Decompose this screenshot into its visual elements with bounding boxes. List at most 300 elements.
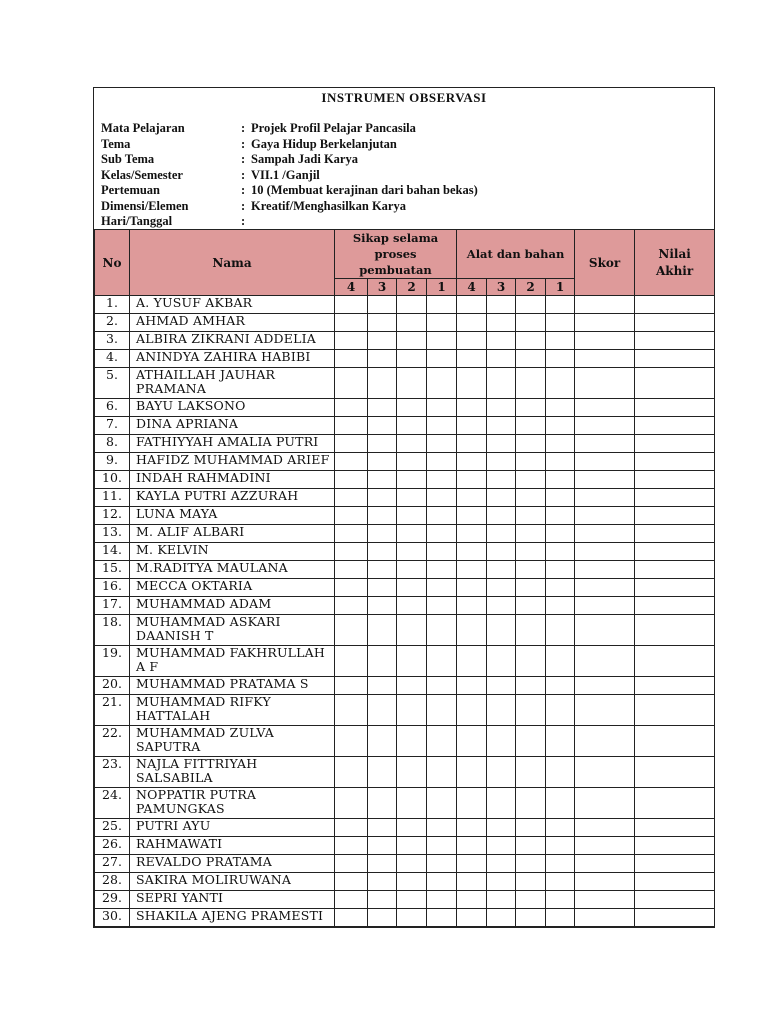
score-cell[interactable] <box>397 819 427 837</box>
score-cell[interactable] <box>546 417 575 435</box>
score-cell[interactable] <box>368 909 397 927</box>
score-cell[interactable] <box>397 726 427 757</box>
score-cell[interactable] <box>397 314 427 332</box>
skor-cell[interactable] <box>575 332 635 350</box>
skor-cell[interactable] <box>575 507 635 525</box>
score-cell[interactable] <box>516 525 546 543</box>
nilai-akhir-cell[interactable] <box>635 855 715 873</box>
skor-cell[interactable] <box>575 873 635 891</box>
score-cell[interactable] <box>397 435 427 453</box>
score-cell[interactable] <box>427 417 457 435</box>
score-cell[interactable] <box>546 646 575 677</box>
nilai-akhir-cell[interactable] <box>635 909 715 927</box>
score-cell[interactable] <box>516 646 546 677</box>
score-cell[interactable] <box>516 891 546 909</box>
score-cell[interactable] <box>335 453 368 471</box>
score-cell[interactable] <box>457 579 487 597</box>
score-cell[interactable] <box>546 507 575 525</box>
score-cell[interactable] <box>368 543 397 561</box>
score-cell[interactable] <box>397 615 427 646</box>
score-cell[interactable] <box>335 909 368 927</box>
score-cell[interactable] <box>546 909 575 927</box>
score-cell[interactable] <box>487 909 516 927</box>
score-cell[interactable] <box>546 350 575 368</box>
score-cell[interactable] <box>487 453 516 471</box>
skor-cell[interactable] <box>575 677 635 695</box>
nilai-akhir-cell[interactable] <box>635 873 715 891</box>
score-cell[interactable] <box>427 788 457 819</box>
score-cell[interactable] <box>516 543 546 561</box>
score-cell[interactable] <box>368 579 397 597</box>
skor-cell[interactable] <box>575 695 635 726</box>
nilai-akhir-cell[interactable] <box>635 837 715 855</box>
score-cell[interactable] <box>427 435 457 453</box>
score-cell[interactable] <box>546 471 575 489</box>
score-cell[interactable] <box>457 399 487 417</box>
score-cell[interactable] <box>487 726 516 757</box>
nilai-akhir-cell[interactable] <box>635 507 715 525</box>
score-cell[interactable] <box>335 435 368 453</box>
skor-cell[interactable] <box>575 525 635 543</box>
score-cell[interactable] <box>427 314 457 332</box>
score-cell[interactable] <box>335 615 368 646</box>
score-cell[interactable] <box>368 471 397 489</box>
skor-cell[interactable] <box>575 417 635 435</box>
score-cell[interactable] <box>427 837 457 855</box>
score-cell[interactable] <box>368 726 397 757</box>
score-cell[interactable] <box>368 332 397 350</box>
score-cell[interactable] <box>368 757 397 788</box>
score-cell[interactable] <box>427 615 457 646</box>
score-cell[interactable] <box>397 579 427 597</box>
score-cell[interactable] <box>368 891 397 909</box>
nilai-akhir-cell[interactable] <box>635 597 715 615</box>
score-cell[interactable] <box>397 417 427 435</box>
score-cell[interactable] <box>427 453 457 471</box>
score-cell[interactable] <box>546 615 575 646</box>
score-cell[interactable] <box>546 597 575 615</box>
score-cell[interactable] <box>457 489 487 507</box>
score-cell[interactable] <box>397 489 427 507</box>
score-cell[interactable] <box>516 368 546 399</box>
skor-cell[interactable] <box>575 757 635 788</box>
skor-cell[interactable] <box>575 909 635 927</box>
score-cell[interactable] <box>516 837 546 855</box>
score-cell[interactable] <box>427 891 457 909</box>
score-cell[interactable] <box>427 296 457 314</box>
score-cell[interactable] <box>335 417 368 435</box>
score-cell[interactable] <box>546 296 575 314</box>
skor-cell[interactable] <box>575 646 635 677</box>
score-cell[interactable] <box>457 435 487 453</box>
score-cell[interactable] <box>457 417 487 435</box>
skor-cell[interactable] <box>575 489 635 507</box>
score-cell[interactable] <box>487 788 516 819</box>
score-cell[interactable] <box>335 296 368 314</box>
skor-cell[interactable] <box>575 891 635 909</box>
nilai-akhir-cell[interactable] <box>635 543 715 561</box>
score-cell[interactable] <box>397 909 427 927</box>
score-cell[interactable] <box>368 314 397 332</box>
score-cell[interactable] <box>546 435 575 453</box>
nilai-akhir-cell[interactable] <box>635 677 715 695</box>
score-cell[interactable] <box>457 507 487 525</box>
score-cell[interactable] <box>335 314 368 332</box>
score-cell[interactable] <box>397 471 427 489</box>
skor-cell[interactable] <box>575 399 635 417</box>
nilai-akhir-cell[interactable] <box>635 296 715 314</box>
score-cell[interactable] <box>368 350 397 368</box>
score-cell[interactable] <box>335 873 368 891</box>
score-cell[interactable] <box>546 332 575 350</box>
nilai-akhir-cell[interactable] <box>635 757 715 788</box>
score-cell[interactable] <box>487 507 516 525</box>
score-cell[interactable] <box>427 855 457 873</box>
score-cell[interactable] <box>516 695 546 726</box>
skor-cell[interactable] <box>575 453 635 471</box>
score-cell[interactable] <box>516 453 546 471</box>
score-cell[interactable] <box>427 757 457 788</box>
score-cell[interactable] <box>368 597 397 615</box>
score-cell[interactable] <box>397 837 427 855</box>
score-cell[interactable] <box>335 597 368 615</box>
score-cell[interactable] <box>335 471 368 489</box>
score-cell[interactable] <box>516 561 546 579</box>
score-cell[interactable] <box>457 757 487 788</box>
score-cell[interactable] <box>427 525 457 543</box>
score-cell[interactable] <box>335 855 368 873</box>
score-cell[interactable] <box>427 489 457 507</box>
score-cell[interactable] <box>427 399 457 417</box>
skor-cell[interactable] <box>575 726 635 757</box>
skor-cell[interactable] <box>575 855 635 873</box>
nilai-akhir-cell[interactable] <box>635 646 715 677</box>
score-cell[interactable] <box>457 646 487 677</box>
score-cell[interactable] <box>335 646 368 677</box>
score-cell[interactable] <box>335 695 368 726</box>
score-cell[interactable] <box>427 646 457 677</box>
score-cell[interactable] <box>427 873 457 891</box>
skor-cell[interactable] <box>575 561 635 579</box>
score-cell[interactable] <box>546 579 575 597</box>
nilai-akhir-cell[interactable] <box>635 561 715 579</box>
score-cell[interactable] <box>487 891 516 909</box>
skor-cell[interactable] <box>575 579 635 597</box>
score-cell[interactable] <box>487 819 516 837</box>
score-cell[interactable] <box>397 873 427 891</box>
score-cell[interactable] <box>546 399 575 417</box>
score-cell[interactable] <box>427 561 457 579</box>
score-cell[interactable] <box>457 543 487 561</box>
score-cell[interactable] <box>516 677 546 695</box>
nilai-akhir-cell[interactable] <box>635 368 715 399</box>
nilai-akhir-cell[interactable] <box>635 471 715 489</box>
score-cell[interactable] <box>397 399 427 417</box>
score-cell[interactable] <box>457 332 487 350</box>
score-cell[interactable] <box>487 368 516 399</box>
score-cell[interactable] <box>427 543 457 561</box>
score-cell[interactable] <box>516 855 546 873</box>
score-cell[interactable] <box>457 819 487 837</box>
score-cell[interactable] <box>335 726 368 757</box>
score-cell[interactable] <box>335 819 368 837</box>
score-cell[interactable] <box>397 891 427 909</box>
score-cell[interactable] <box>397 543 427 561</box>
score-cell[interactable] <box>546 837 575 855</box>
score-cell[interactable] <box>487 332 516 350</box>
score-cell[interactable] <box>335 561 368 579</box>
score-cell[interactable] <box>457 597 487 615</box>
score-cell[interactable] <box>427 332 457 350</box>
score-cell[interactable] <box>335 677 368 695</box>
skor-cell[interactable] <box>575 314 635 332</box>
score-cell[interactable] <box>368 615 397 646</box>
nilai-akhir-cell[interactable] <box>635 615 715 646</box>
score-cell[interactable] <box>397 525 427 543</box>
score-cell[interactable] <box>487 646 516 677</box>
score-cell[interactable] <box>516 314 546 332</box>
nilai-akhir-cell[interactable] <box>635 489 715 507</box>
score-cell[interactable] <box>457 453 487 471</box>
score-cell[interactable] <box>368 873 397 891</box>
score-cell[interactable] <box>368 435 397 453</box>
nilai-akhir-cell[interactable] <box>635 435 715 453</box>
nilai-akhir-cell[interactable] <box>635 726 715 757</box>
skor-cell[interactable] <box>575 471 635 489</box>
score-cell[interactable] <box>516 332 546 350</box>
score-cell[interactable] <box>546 891 575 909</box>
nilai-akhir-cell[interactable] <box>635 332 715 350</box>
score-cell[interactable] <box>457 677 487 695</box>
score-cell[interactable] <box>397 561 427 579</box>
nilai-akhir-cell[interactable] <box>635 350 715 368</box>
score-cell[interactable] <box>516 579 546 597</box>
skor-cell[interactable] <box>575 615 635 646</box>
score-cell[interactable] <box>397 296 427 314</box>
score-cell[interactable] <box>427 350 457 368</box>
score-cell[interactable] <box>516 489 546 507</box>
score-cell[interactable] <box>546 873 575 891</box>
score-cell[interactable] <box>427 677 457 695</box>
score-cell[interactable] <box>487 579 516 597</box>
score-cell[interactable] <box>397 757 427 788</box>
nilai-akhir-cell[interactable] <box>635 788 715 819</box>
score-cell[interactable] <box>516 615 546 646</box>
nilai-akhir-cell[interactable] <box>635 453 715 471</box>
score-cell[interactable] <box>487 435 516 453</box>
score-cell[interactable] <box>487 543 516 561</box>
score-cell[interactable] <box>487 695 516 726</box>
score-cell[interactable] <box>368 507 397 525</box>
score-cell[interactable] <box>457 726 487 757</box>
skor-cell[interactable] <box>575 788 635 819</box>
score-cell[interactable] <box>487 677 516 695</box>
score-cell[interactable] <box>487 399 516 417</box>
score-cell[interactable] <box>427 507 457 525</box>
score-cell[interactable] <box>487 615 516 646</box>
skor-cell[interactable] <box>575 597 635 615</box>
score-cell[interactable] <box>546 855 575 873</box>
score-cell[interactable] <box>335 399 368 417</box>
score-cell[interactable] <box>397 677 427 695</box>
score-cell[interactable] <box>487 296 516 314</box>
score-cell[interactable] <box>546 695 575 726</box>
score-cell[interactable] <box>457 909 487 927</box>
score-cell[interactable] <box>335 350 368 368</box>
score-cell[interactable] <box>516 471 546 489</box>
score-cell[interactable] <box>368 819 397 837</box>
score-cell[interactable] <box>427 368 457 399</box>
score-cell[interactable] <box>457 471 487 489</box>
score-cell[interactable] <box>335 489 368 507</box>
score-cell[interactable] <box>457 615 487 646</box>
score-cell[interactable] <box>335 891 368 909</box>
score-cell[interactable] <box>516 726 546 757</box>
nilai-akhir-cell[interactable] <box>635 417 715 435</box>
score-cell[interactable] <box>546 757 575 788</box>
score-cell[interactable] <box>487 597 516 615</box>
score-cell[interactable] <box>427 597 457 615</box>
score-cell[interactable] <box>516 399 546 417</box>
score-cell[interactable] <box>457 350 487 368</box>
score-cell[interactable] <box>368 368 397 399</box>
skor-cell[interactable] <box>575 837 635 855</box>
score-cell[interactable] <box>457 561 487 579</box>
score-cell[interactable] <box>546 489 575 507</box>
score-cell[interactable] <box>516 909 546 927</box>
score-cell[interactable] <box>397 507 427 525</box>
nilai-akhir-cell[interactable] <box>635 314 715 332</box>
score-cell[interactable] <box>487 471 516 489</box>
score-cell[interactable] <box>368 788 397 819</box>
score-cell[interactable] <box>546 525 575 543</box>
score-cell[interactable] <box>516 873 546 891</box>
score-cell[interactable] <box>487 561 516 579</box>
score-cell[interactable] <box>546 819 575 837</box>
score-cell[interactable] <box>516 435 546 453</box>
score-cell[interactable] <box>368 453 397 471</box>
score-cell[interactable] <box>335 837 368 855</box>
nilai-akhir-cell[interactable] <box>635 525 715 543</box>
nilai-akhir-cell[interactable] <box>635 579 715 597</box>
score-cell[interactable] <box>368 399 397 417</box>
score-cell[interactable] <box>335 332 368 350</box>
score-cell[interactable] <box>546 561 575 579</box>
score-cell[interactable] <box>457 296 487 314</box>
score-cell[interactable] <box>487 837 516 855</box>
score-cell[interactable] <box>487 855 516 873</box>
score-cell[interactable] <box>487 489 516 507</box>
nilai-akhir-cell[interactable] <box>635 695 715 726</box>
score-cell[interactable] <box>546 543 575 561</box>
score-cell[interactable] <box>397 350 427 368</box>
score-cell[interactable] <box>516 507 546 525</box>
score-cell[interactable] <box>427 819 457 837</box>
score-cell[interactable] <box>397 855 427 873</box>
score-cell[interactable] <box>516 819 546 837</box>
score-cell[interactable] <box>397 695 427 726</box>
score-cell[interactable] <box>397 332 427 350</box>
score-cell[interactable] <box>335 525 368 543</box>
score-cell[interactable] <box>457 695 487 726</box>
skor-cell[interactable] <box>575 435 635 453</box>
score-cell[interactable] <box>368 489 397 507</box>
skor-cell[interactable] <box>575 543 635 561</box>
score-cell[interactable] <box>487 525 516 543</box>
score-cell[interactable] <box>397 597 427 615</box>
score-cell[interactable] <box>457 891 487 909</box>
score-cell[interactable] <box>368 677 397 695</box>
skor-cell[interactable] <box>575 296 635 314</box>
score-cell[interactable] <box>335 368 368 399</box>
score-cell[interactable] <box>397 368 427 399</box>
score-cell[interactable] <box>368 561 397 579</box>
score-cell[interactable] <box>457 368 487 399</box>
score-cell[interactable] <box>516 597 546 615</box>
score-cell[interactable] <box>368 837 397 855</box>
score-cell[interactable] <box>516 417 546 435</box>
score-cell[interactable] <box>546 368 575 399</box>
score-cell[interactable] <box>335 788 368 819</box>
score-cell[interactable] <box>368 525 397 543</box>
score-cell[interactable] <box>397 788 427 819</box>
score-cell[interactable] <box>457 837 487 855</box>
skor-cell[interactable] <box>575 350 635 368</box>
score-cell[interactable] <box>397 646 427 677</box>
score-cell[interactable] <box>335 507 368 525</box>
score-cell[interactable] <box>546 726 575 757</box>
skor-cell[interactable] <box>575 368 635 399</box>
score-cell[interactable] <box>457 855 487 873</box>
score-cell[interactable] <box>427 695 457 726</box>
score-cell[interactable] <box>427 726 457 757</box>
score-cell[interactable] <box>546 453 575 471</box>
score-cell[interactable] <box>427 471 457 489</box>
score-cell[interactable] <box>516 788 546 819</box>
score-cell[interactable] <box>457 873 487 891</box>
score-cell[interactable] <box>516 350 546 368</box>
nilai-akhir-cell[interactable] <box>635 891 715 909</box>
nilai-akhir-cell[interactable] <box>635 399 715 417</box>
score-cell[interactable] <box>546 788 575 819</box>
score-cell[interactable] <box>457 314 487 332</box>
score-cell[interactable] <box>335 543 368 561</box>
score-cell[interactable] <box>427 579 457 597</box>
score-cell[interactable] <box>368 296 397 314</box>
score-cell[interactable] <box>487 417 516 435</box>
score-cell[interactable] <box>335 579 368 597</box>
score-cell[interactable] <box>546 677 575 695</box>
score-cell[interactable] <box>368 417 397 435</box>
score-cell[interactable] <box>368 695 397 726</box>
score-cell[interactable] <box>516 296 546 314</box>
nilai-akhir-cell[interactable] <box>635 819 715 837</box>
score-cell[interactable] <box>546 314 575 332</box>
skor-cell[interactable] <box>575 819 635 837</box>
score-cell[interactable] <box>368 855 397 873</box>
score-cell[interactable] <box>457 788 487 819</box>
score-cell[interactable] <box>335 757 368 788</box>
score-cell[interactable] <box>487 757 516 788</box>
score-cell[interactable] <box>397 453 427 471</box>
score-cell[interactable] <box>487 314 516 332</box>
score-cell[interactable] <box>457 525 487 543</box>
score-cell[interactable] <box>368 646 397 677</box>
score-cell[interactable] <box>487 873 516 891</box>
score-cell[interactable] <box>516 757 546 788</box>
score-cell[interactable] <box>487 350 516 368</box>
score-cell[interactable] <box>427 909 457 927</box>
